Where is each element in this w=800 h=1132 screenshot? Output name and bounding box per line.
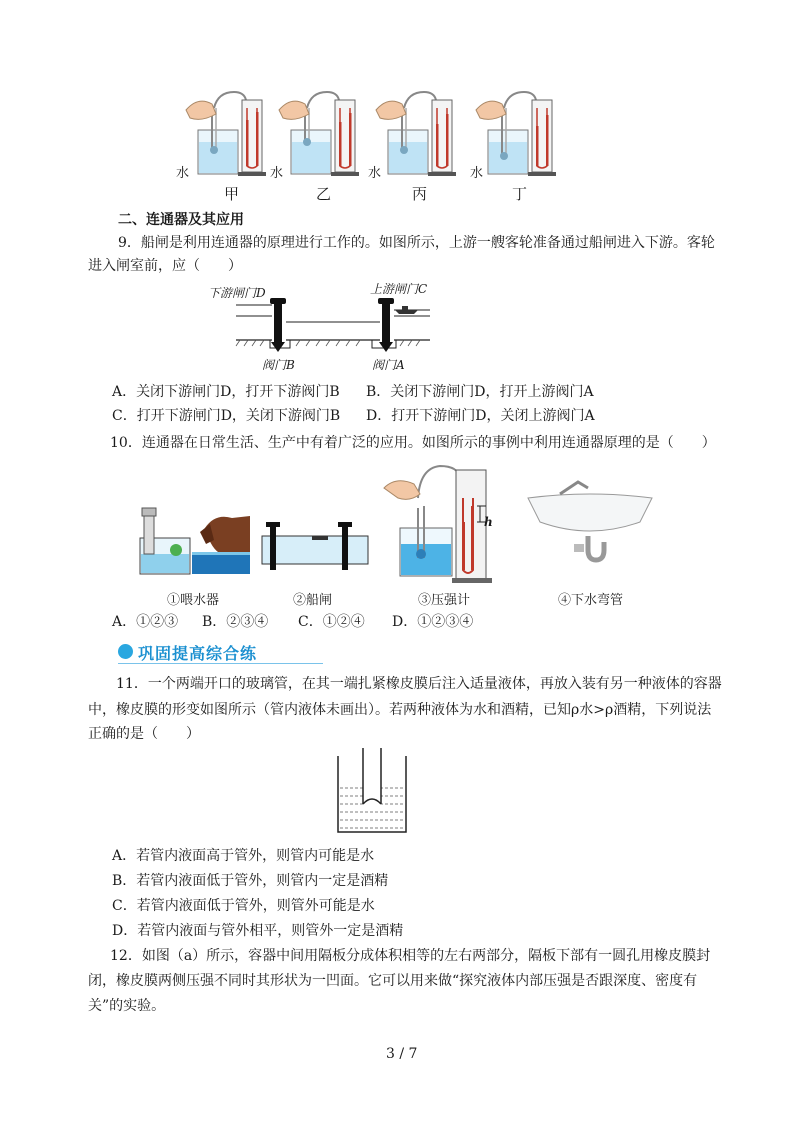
question-11-option-C[interactable]: C．若管内液面低于管外，则管外可能是水 (112, 898, 375, 914)
page-number: 3 / 7 (386, 1046, 418, 1062)
question-11-line-3: 正确的是（ ） (88, 726, 200, 742)
question-12-line-2: 闭，橡皮膜两侧压强不同时其形状为一凹面。它可以用来做“探究液体内部压强是否跟深度、密度有 (88, 973, 698, 989)
caption-manometer: ③压强计 (418, 593, 471, 608)
h-label: h (484, 515, 493, 529)
question-12-line-3: 关”的实验。 (88, 998, 166, 1014)
caption-ding: 丁 (512, 185, 528, 203)
question-9-option-A[interactable]: A．关闭下游闸门D，打开下游阀门B (112, 384, 340, 400)
question-10-option-D[interactable]: D．①②③④ (392, 614, 474, 630)
examples-illustration (0, 458, 800, 588)
water-label-1: 水 (176, 166, 190, 181)
banner-dot-icon (118, 644, 133, 659)
section-banner-consolidation (118, 641, 323, 665)
section-heading-connected-vessels: 二、连通器及其应用 (118, 212, 244, 228)
question-10-line-1: 10．连通器在日常生活、生产中有着广泛的应用。如图所示的事例中利用连通器原理的是（ ） (110, 435, 716, 451)
manometer-setup-4 (476, 92, 556, 176)
question-11-line-2: 中，橡皮膜的形变如图所示（管内液体未画出）。若两种液体为水和酒精，已知ρ水>ρ酒精，下列说法 (88, 702, 712, 718)
caption-feeder: ①喂水器 (167, 593, 220, 608)
caption-drain-trap: ④下水弯管 (558, 593, 624, 608)
label-valve-B: 阀门B (262, 358, 295, 372)
banner-title: 巩固提高综合练 (138, 644, 258, 663)
caption-ship-lock: ②船闸 (293, 593, 333, 608)
question-9-option-B[interactable]: B．关闭下游闸门D，打开上游阀门A (366, 384, 594, 400)
question-11-option-A[interactable]: A．若管内液面高于管外，则管内可能是水 (112, 848, 375, 864)
water-label-3: 水 (368, 166, 382, 181)
question-9-option-C[interactable]: C．打开下游闸门D，关闭下游阀门B (112, 408, 341, 424)
banner-underline (118, 663, 323, 664)
caption-bing: 丙 (412, 185, 428, 203)
water-label-4: 水 (470, 166, 484, 181)
caption-yi: 乙 (316, 185, 332, 203)
label-upstream-gate-C: 上游闸门C (370, 282, 428, 296)
question-10-option-A[interactable]: A．①②③ (112, 614, 179, 630)
question-12-line-1: 12．如图（a）所示，容器中间用隔板分成体积相等的左右两部分，隔板下部有一圆孔用橡皮膜封 (110, 948, 711, 964)
question-11-option-D[interactable]: D．若管内液面与管外相平，则管外一定是酒精 (112, 923, 404, 939)
label-downstream-gate-D: 下游闸门D (208, 286, 266, 300)
water-label-2: 水 (270, 166, 284, 181)
question-11-line-1: 11．一个两端开口的玻璃管，在其一端扎紧橡皮膜后注入适量液体，再放入装有另一种液体的容器 (116, 676, 722, 692)
question-9-line-1: 9．船闸是利用连通器的原理进行工作的。如图所示，上游一艘客轮准备通过船闸进入下游。客轮 (118, 235, 715, 251)
question-9-line-2: 进入闸室前，应（ ） (88, 258, 242, 274)
label-valve-A: 阀门A (372, 358, 405, 372)
question-10-option-B[interactable]: B．②③④ (202, 614, 269, 630)
manometer-setup-2 (279, 92, 359, 176)
manometer-setup-1 (186, 92, 266, 176)
question-10-option-C[interactable]: C．①②④ (298, 614, 365, 630)
tube-membrane-diagram (0, 748, 800, 848)
question-11-option-B[interactable]: B．若管内液面低于管外，则管内一定是酒精 (112, 873, 389, 889)
manometer-setups-illustration (0, 0, 800, 200)
manometer-setup-3 (376, 92, 456, 176)
question-9-option-D[interactable]: D．打开下游闸门D，关闭上游阀门A (366, 408, 595, 424)
caption-jia: 甲 (224, 185, 240, 203)
